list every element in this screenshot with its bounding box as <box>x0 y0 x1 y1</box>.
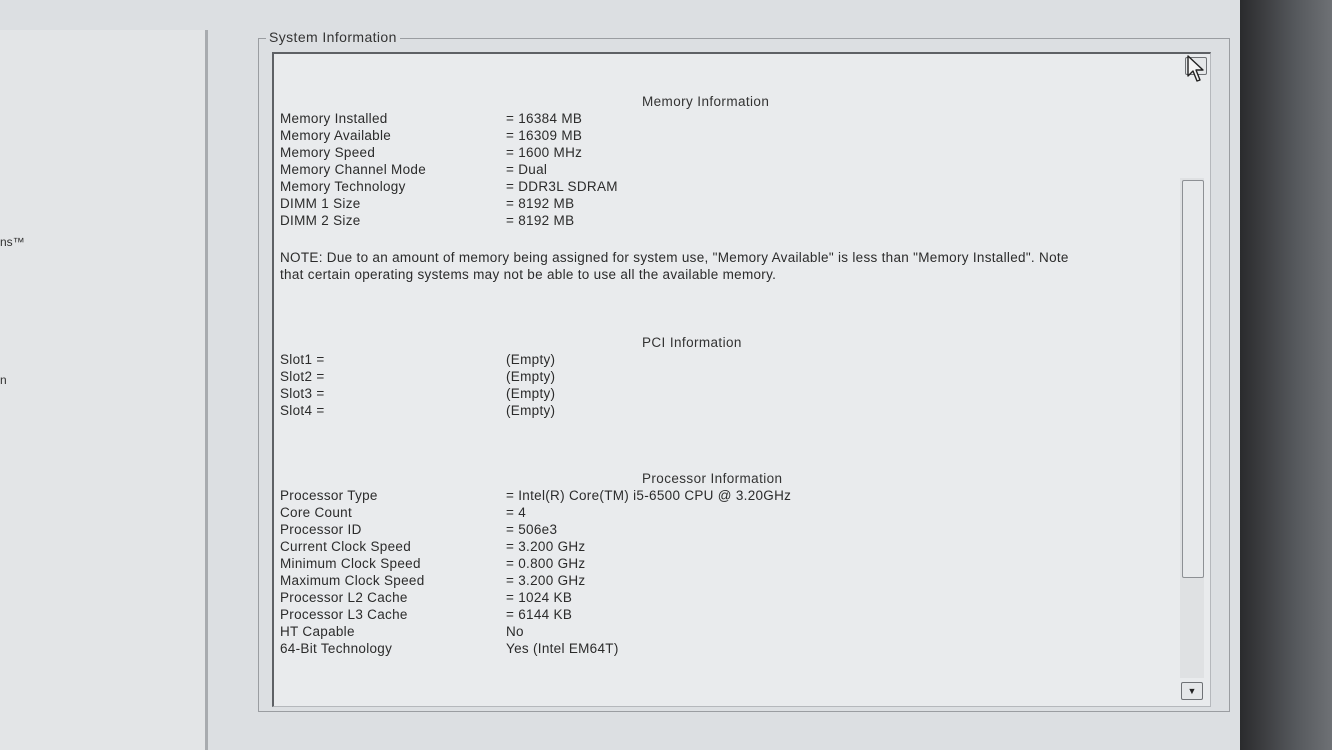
row-value: = 6144 KB <box>506 607 573 622</box>
row-value: = DDR3L SDRAM <box>506 179 618 194</box>
row-label: Memory Speed <box>280 145 376 160</box>
row-value: (Empty) <box>506 403 556 418</box>
row-label: DIMM 2 Size <box>280 213 361 228</box>
row-value: = 506e3 <box>506 522 558 537</box>
row-label: DIMM 1 Size <box>280 196 361 211</box>
group-title: System Information <box>266 29 400 45</box>
row-value: = 3.200 GHz <box>506 573 586 588</box>
memory-section-title: Memory Information <box>642 94 770 109</box>
row-value: = Dual <box>506 162 548 177</box>
row-label: Memory Channel Mode <box>280 162 427 177</box>
row-label: Memory Technology <box>280 179 406 194</box>
row-value: = 8192 MB <box>506 213 575 228</box>
row-label: Slot3 = <box>280 386 325 401</box>
row-label: Slot1 = <box>280 352 325 367</box>
row-value: = 0.800 GHz <box>506 556 586 571</box>
row-value: = 16309 MB <box>506 128 583 143</box>
row-value: = 8192 MB <box>506 196 575 211</box>
scrollbar-thumb[interactable] <box>1182 180 1204 578</box>
row-label: Current Clock Speed <box>280 539 412 554</box>
row-value: (Empty) <box>506 386 556 401</box>
memory-note: NOTE: Due to an amount of memory being assigned for system use, "Memory Available" is less than "Memory Installed". Note that certain operating systems may not be able to use all the available memory. <box>280 250 1069 282</box>
row-label: HT Capable <box>280 624 355 639</box>
row-value: Yes (Intel EM64T) <box>506 641 619 656</box>
row-value: (Empty) <box>506 369 556 384</box>
sidebar-item-partial[interactable]: n <box>0 373 7 387</box>
pci-section-title: PCI Information <box>642 335 742 350</box>
row-label: Processor L2 Cache <box>280 590 408 605</box>
row-value: (Empty) <box>506 352 556 367</box>
row-value: = 16384 MB <box>506 111 583 126</box>
row-value: = 1600 MHz <box>506 145 583 160</box>
mouse-pointer-icon <box>1186 54 1206 84</box>
row-label: 64-Bit Technology <box>280 641 393 656</box>
row-label: Maximum Clock Speed <box>280 573 425 588</box>
row-value: = 4 <box>506 505 527 520</box>
row-value: = Intel(R) Core(TM) i5-6500 CPU @ 3.20GHz <box>506 488 792 503</box>
info-panel <box>272 52 1211 707</box>
row-value: = 3.200 GHz <box>506 539 586 554</box>
row-value: No <box>506 624 524 639</box>
row-label: Processor Type <box>280 488 378 503</box>
scroll-down-button[interactable] <box>1181 682 1203 700</box>
row-label: Processor ID <box>280 522 362 537</box>
row-label: Slot4 = <box>280 403 325 418</box>
sidebar-item-partial[interactable]: ns™ <box>0 235 25 249</box>
processor-section-title: Processor Information <box>642 471 783 486</box>
chevron-down-icon: ▼ <box>1187 686 1197 696</box>
row-label: Memory Available <box>280 128 392 143</box>
monitor-bezel <box>1240 0 1332 750</box>
sidebar-menu <box>0 30 208 750</box>
row-value: = 1024 KB <box>506 590 573 605</box>
row-label: Memory Installed <box>280 111 388 126</box>
row-label: Processor L3 Cache <box>280 607 408 622</box>
row-label: Core Count <box>280 505 353 520</box>
row-label: Slot2 = <box>280 369 325 384</box>
row-label: Minimum Clock Speed <box>280 556 421 571</box>
